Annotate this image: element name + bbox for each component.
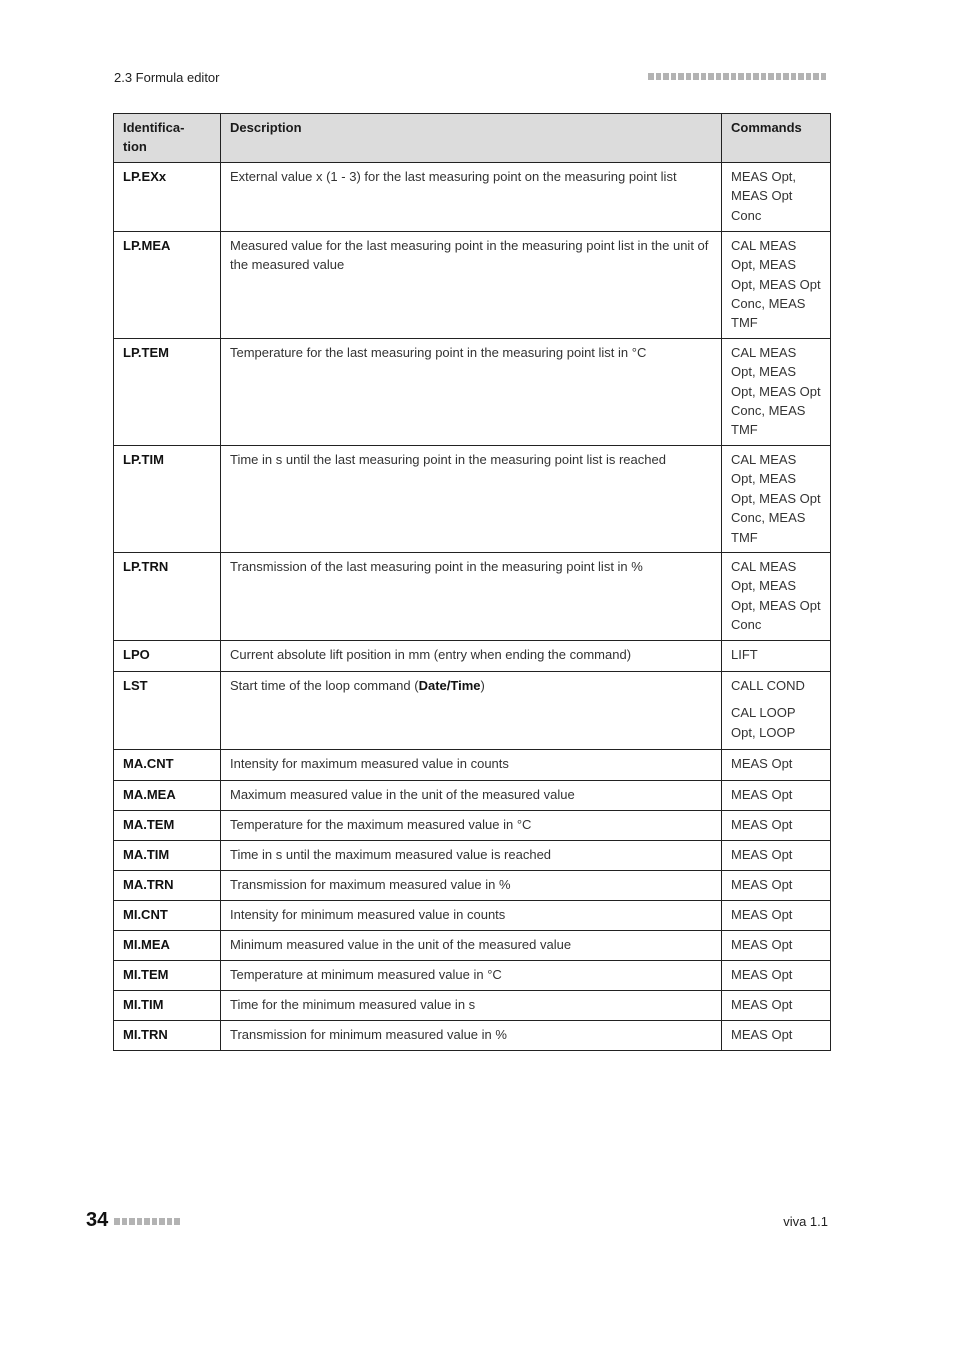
table-row [114, 445, 831, 552]
cell-description [221, 671, 722, 749]
decoration-square [723, 73, 729, 80]
cell-commands [722, 445, 831, 552]
decoration-square [656, 73, 662, 80]
decoration-square [671, 73, 677, 80]
cell-commands [722, 810, 831, 840]
decoration-square [122, 1218, 128, 1225]
cell-commands [722, 749, 831, 780]
decoration-square [738, 73, 744, 80]
table-row [114, 780, 831, 810]
command-text: MEAS Opt [731, 996, 793, 1012]
cell-commands [722, 231, 831, 338]
cell-description: Time in s until the maximum measured value is reached [221, 840, 722, 870]
cell-description: Transmission for minimum measured value in % [221, 1020, 722, 1050]
decoration-square [798, 73, 804, 80]
cell-commands [722, 1020, 831, 1050]
formula-variables-table [113, 113, 831, 1051]
table-row [114, 640, 831, 671]
table-header-row [114, 114, 831, 163]
command-text: MEAS Opt [731, 906, 793, 922]
command-text: MEAS Opt [731, 755, 793, 771]
command-text: MEAS Opt [731, 816, 793, 832]
cell-commands [722, 162, 831, 231]
cell-identification: LP.MEA [114, 231, 221, 338]
page-number: 34 [86, 1209, 109, 1231]
command-text: MEAS Opt [731, 786, 793, 802]
decoration-square [791, 73, 797, 80]
command-text: MEAS Opt [731, 1026, 793, 1042]
decoration-square [167, 1218, 173, 1225]
description-emphasis: Date/Time [418, 677, 481, 693]
description-text: Start time of the loop command ( [230, 677, 419, 693]
cell-description: Temperature for the maximum measured value in °C [221, 810, 722, 840]
cell-description: Intensity for minimum measured value in counts [221, 900, 722, 930]
cell-commands [722, 552, 831, 640]
decoration-square [648, 73, 654, 80]
decoration-square [806, 73, 812, 80]
cell-commands [722, 640, 831, 671]
cell-identification: LST [114, 671, 221, 749]
cell-identification: MA.TEM [114, 810, 221, 840]
cell-description: Current absolute lift position in mm (entry when ending the command) [221, 640, 722, 671]
decoration-square [693, 73, 699, 80]
decoration-square [686, 73, 692, 80]
cell-identification: LP.TRN [114, 552, 221, 640]
cell-identification: MI.TEM [114, 960, 221, 990]
description-text: ) [480, 677, 485, 693]
table-row [114, 870, 831, 900]
decoration-square [174, 1218, 180, 1225]
cell-identification: LPO [114, 640, 221, 671]
table-row [114, 840, 831, 870]
footer-decoration-dots [114, 1218, 180, 1225]
cell-identification: LP.TIM [114, 445, 221, 552]
command-text: CAL MEAS Opt, MEAS Opt, MEAS Opt Conc [731, 558, 821, 633]
command-text: MEAS Opt [731, 966, 793, 982]
column-header-identification: Identifica- tion [114, 114, 221, 163]
cell-identification: MI.CNT [114, 900, 221, 930]
document-version: viva 1.1 [783, 1214, 828, 1229]
command-text: CAL MEAS Opt, MEAS Opt, MEAS Opt Conc, MEAS TMF [731, 237, 821, 331]
header-decoration-dots [648, 73, 826, 80]
decoration-square [708, 73, 714, 80]
cell-description: Minimum measured value in the unit of the measured value [221, 930, 722, 960]
decoration-square [761, 73, 767, 80]
table-row [114, 1020, 831, 1050]
cell-description: Transmission of the last measuring point in the measuring point list in % [221, 552, 722, 640]
decoration-square [716, 73, 722, 80]
cell-identification: MA.TIM [114, 840, 221, 870]
command-text: CAL MEAS Opt, MEAS Opt, MEAS Opt Conc, MEAS TMF [731, 344, 821, 438]
decoration-square [701, 73, 707, 80]
decoration-square [753, 73, 759, 80]
cell-description: Time for the minimum measured value in s [221, 990, 722, 1020]
decoration-square [114, 1218, 120, 1225]
table-row [114, 671, 831, 749]
cell-identification: MA.MEA [114, 780, 221, 810]
decoration-square [159, 1218, 165, 1225]
table-row [114, 338, 831, 445]
cell-description: Time in s until the last measuring point in the measuring point list is reached [221, 445, 722, 552]
table-row [114, 960, 831, 990]
command-text: CALL COND [731, 677, 805, 693]
cell-commands [722, 870, 831, 900]
cell-commands [722, 338, 831, 445]
column-header-commands: Commands [722, 114, 831, 163]
decoration-square [663, 73, 669, 80]
cell-description: Temperature for the last measuring point in the measuring point list in °C [221, 338, 722, 445]
cell-description: Intensity for maximum measured value in counts [221, 749, 722, 780]
cell-commands [722, 840, 831, 870]
cell-identification: LP.TEM [114, 338, 221, 445]
cell-identification: MA.CNT [114, 749, 221, 780]
cell-commands [722, 930, 831, 960]
decoration-square [144, 1218, 150, 1225]
cell-commands [722, 780, 831, 810]
decoration-square [768, 73, 774, 80]
decoration-square [746, 73, 752, 80]
cell-description: External value x (1 - 3) for the last measuring point on the measuring point list [221, 162, 722, 231]
table-row [114, 990, 831, 1020]
cell-commands [722, 900, 831, 930]
table-row [114, 749, 831, 780]
table-row [114, 552, 831, 640]
column-header-description: Description [221, 114, 722, 163]
cell-identification: MI.TRN [114, 1020, 221, 1050]
decoration-square [129, 1218, 135, 1225]
command-text: LIFT [731, 646, 758, 662]
cell-description: Temperature at minimum measured value in °C [221, 960, 722, 990]
decoration-square [678, 73, 684, 80]
decoration-square [813, 73, 819, 80]
cell-description: Maximum measured value in the unit of the measured value [221, 780, 722, 810]
decoration-square [776, 73, 782, 80]
command-text: MEAS Opt [731, 846, 793, 862]
cell-commands [722, 990, 831, 1020]
decoration-square [821, 73, 827, 80]
cell-description: Measured value for the last measuring point in the measuring point list in the unit of the measured value [221, 231, 722, 338]
decoration-square [731, 73, 737, 80]
command-text: MEAS Opt, MEAS Opt Conc [731, 168, 797, 223]
table-row [114, 930, 831, 960]
command-text: CAL LOOP Opt, LOOP [731, 705, 796, 740]
cell-identification: LP.EXx [114, 162, 221, 231]
cell-commands [722, 960, 831, 990]
command-text: CAL MEAS Opt, MEAS Opt, MEAS Opt Conc, MEAS TMF [731, 451, 821, 545]
cell-commands [722, 671, 831, 749]
decoration-square [783, 73, 789, 80]
command-text: MEAS Opt [731, 876, 793, 892]
command-text: MEAS Opt [731, 936, 793, 952]
cell-description: Transmission for maximum measured value in % [221, 870, 722, 900]
cell-identification: MI.TIM [114, 990, 221, 1020]
table-row [114, 900, 831, 930]
decoration-square [137, 1218, 143, 1225]
running-header-section: 2.3 Formula editor [114, 70, 220, 85]
cell-identification: MA.TRN [114, 870, 221, 900]
cell-identification: MI.MEA [114, 930, 221, 960]
table-row [114, 810, 831, 840]
table-row [114, 231, 831, 338]
table-row [114, 162, 831, 231]
decoration-square [152, 1218, 158, 1225]
